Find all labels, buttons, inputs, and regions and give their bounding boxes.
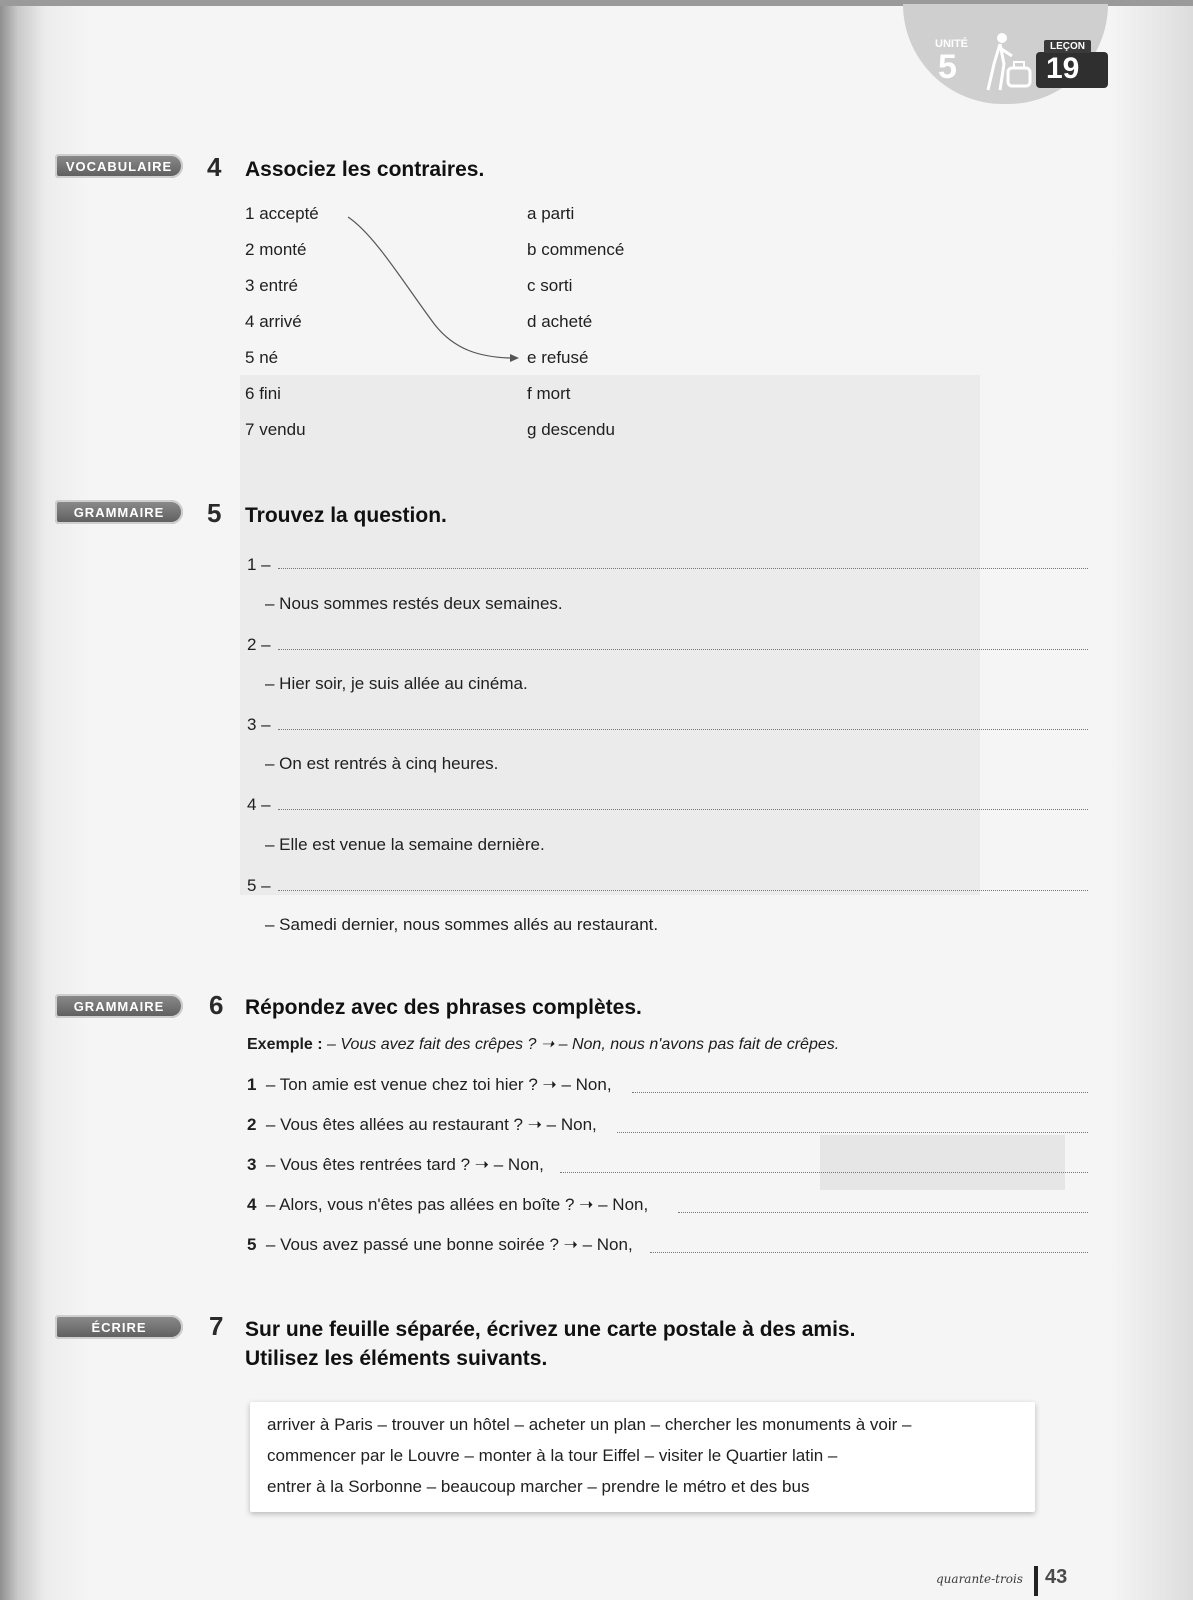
elements-line-3: entrer à la Sorbonne – beaucoup marcher – prendre le métro et des bus: [267, 1477, 810, 1496]
item-word: fini: [259, 384, 281, 403]
answer-line[interactable]: [650, 1252, 1088, 1253]
list-item: [245, 384, 281, 404]
page-number-words: quarante-trois: [936, 1572, 1023, 1586]
item-letter: b: [527, 240, 537, 259]
exercise-title: Trouvez la question.: [245, 504, 447, 527]
given-answer: – Elle est venue la semaine dernière.: [265, 835, 545, 854]
section-tag-ecrire: ÉCRIRE: [55, 1315, 183, 1339]
item-number: 3: [247, 1155, 257, 1174]
list-item: [245, 240, 306, 260]
section-tag-grammaire: GRAMMAIRE: [55, 500, 183, 524]
item-number: 2: [245, 240, 255, 259]
item-number: 7: [245, 420, 255, 439]
exercise-number: 6: [209, 990, 224, 1020]
list-item: [247, 1115, 597, 1135]
question-number: 3 –: [247, 715, 271, 734]
exercise-title: Associez les contraires.: [245, 158, 485, 181]
lesson-number: 19: [1046, 52, 1080, 85]
answer-line[interactable]: [678, 1212, 1088, 1213]
list-item: [245, 276, 298, 296]
item-word: commencé: [541, 240, 625, 259]
list-item: [245, 312, 302, 332]
unit-label: UNITÉ: [935, 38, 968, 50]
item-text: – Vous êtes rentrées tard ? ➝ – Non,: [265, 1155, 544, 1174]
question-number: 2 –: [247, 635, 271, 654]
list-item: [245, 348, 278, 368]
item-letter: e: [527, 348, 537, 367]
elements-line-1: arriver à Paris – trouver un hôtel – acheter un plan – chercher les monuments à voir –: [267, 1415, 912, 1434]
traveler-figure-icon: [978, 30, 1038, 95]
item-word: mort: [536, 384, 571, 403]
list-item: [247, 1235, 633, 1255]
item-text: – Vous avez passé une bonne soirée ? ➝ – Non,: [265, 1235, 633, 1254]
item-text: – Ton amie est venue chez toi hier ? ➝ – Non,: [265, 1075, 612, 1094]
list-item: [247, 1155, 544, 1175]
item-word: parti: [541, 204, 575, 223]
item-word: refusé: [541, 348, 589, 367]
list-item: [527, 276, 572, 296]
example-connector-arrow: [320, 205, 530, 365]
exercise-title: Répondez avec des phrases complètes.: [245, 996, 642, 1019]
item-letter: c: [527, 276, 536, 295]
list-item: [247, 1075, 612, 1095]
item-letter: a: [527, 204, 537, 223]
bleed-through-box: [820, 1135, 1065, 1190]
answer-line[interactable]: [278, 729, 1088, 730]
answer-line[interactable]: [632, 1092, 1088, 1093]
page-number: 43: [1045, 1566, 1068, 1588]
exercise-title-line-1: Sur une feuille séparée, écrivez une carte postale à des amis.: [245, 1318, 856, 1341]
answer-line[interactable]: [560, 1172, 1088, 1173]
question-number: 5 –: [247, 876, 271, 895]
question-number: 1 –: [247, 555, 271, 574]
item-word: sorti: [540, 276, 573, 295]
item-letter: d: [527, 312, 537, 331]
item-number: 3: [245, 276, 255, 295]
list-item: [245, 204, 319, 224]
section-tag-vocabulaire: VOCABULAIRE: [55, 154, 183, 178]
question-number: 4 –: [247, 795, 271, 814]
item-letter: g: [527, 420, 537, 439]
bleed-through-area: [240, 375, 980, 895]
exercise-title-line-2: Utilisez les éléments suivants.: [245, 1347, 548, 1370]
item-number: 6: [245, 384, 255, 403]
answer-line[interactable]: [278, 568, 1088, 569]
list-item: [247, 1195, 648, 1215]
item-number: 4: [247, 1195, 257, 1214]
elements-line-2: commencer par le Louvre – monter à la tour Eiffel – visiter le Quartier latin –: [267, 1446, 838, 1465]
list-item: [527, 204, 574, 224]
exercise-number: 5: [207, 498, 222, 528]
example-sentence: [247, 1034, 839, 1054]
list-item: [527, 312, 592, 332]
lesson-label: LEÇON: [1044, 40, 1091, 53]
list-item: [527, 384, 570, 404]
item-word: descendu: [541, 420, 615, 439]
item-number: 5: [245, 348, 255, 367]
item-word: arrivé: [259, 312, 302, 331]
footer-divider: [1034, 1566, 1038, 1596]
item-word: acheté: [541, 312, 593, 331]
unit-number: 5: [938, 48, 957, 86]
given-answer: – On est rentrés à cinq heures.: [265, 754, 499, 773]
item-number: 2: [247, 1115, 257, 1134]
item-text: – Vous êtes allées au restaurant ? ➝ – Non,: [265, 1115, 597, 1134]
exercise-number: 7: [209, 1311, 224, 1341]
answer-line[interactable]: [278, 649, 1088, 650]
item-number: 1: [245, 204, 255, 223]
given-answer: – Nous sommes restés deux semaines.: [265, 594, 563, 613]
answer-line[interactable]: [278, 890, 1088, 891]
given-answer: – Samedi dernier, nous sommes allés au restaurant.: [265, 915, 659, 934]
list-item: [527, 348, 588, 368]
exercise-number: 4: [207, 152, 222, 182]
item-number: 4: [245, 312, 255, 331]
section-tag-grammaire: GRAMMAIRE: [55, 994, 183, 1018]
item-number: 1: [247, 1075, 257, 1094]
item-word: accepté: [259, 204, 319, 223]
item-text: – Alors, vous n'êtes pas allées en boîte ? ➝ – Non,: [265, 1195, 649, 1214]
item-word: monté: [259, 240, 307, 259]
item-word: vendu: [259, 420, 306, 439]
given-answer: – Hier soir, je suis allée au cinéma.: [265, 674, 528, 693]
answer-line[interactable]: [617, 1132, 1088, 1133]
list-item: [245, 420, 306, 440]
answer-line[interactable]: [278, 809, 1088, 810]
item-word: entré: [259, 276, 298, 295]
item-word: né: [259, 348, 279, 367]
item-number: 5: [247, 1235, 257, 1254]
example-text: – Vous avez fait des crêpes ? ➝ – Non, nous n'avons pas fait de crêpes.: [327, 1036, 840, 1053]
item-letter: f: [527, 384, 532, 403]
list-item: [527, 420, 615, 440]
example-label: Exemple :: [247, 1036, 328, 1053]
list-item: [527, 240, 624, 260]
